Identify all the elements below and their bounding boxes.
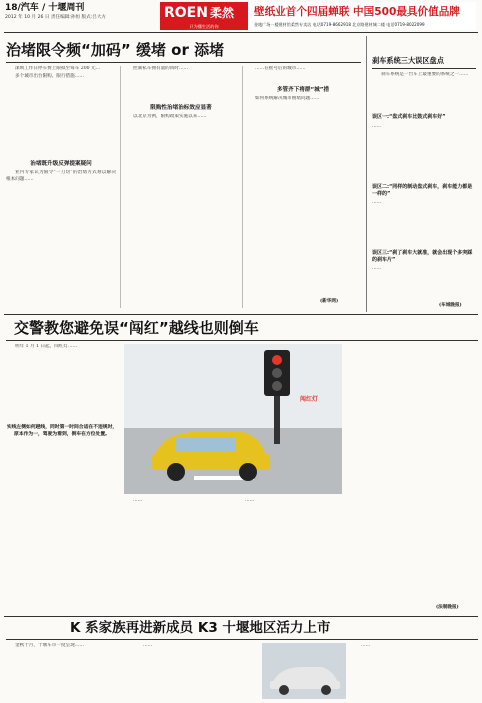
- article1-col1-p1: 深圳工作日停车费上限拟至每车 200 元…: [15, 66, 101, 71]
- article2-col3-p1: ……: [245, 498, 255, 503]
- article1-col1-p2: 多个城市出台限购、限行措施……: [15, 73, 84, 79]
- sidebar-item3-body: ……: [372, 266, 382, 271]
- article2-byline: (法制晚报): [436, 605, 459, 610]
- article2-subhead: 实线左侧如何越线，同时第一时间合适在不违规时，原本作为一，驾驶为看到，倒车在方位处置。: [6, 425, 118, 437]
- article1-subhead-2: 限购性治堵治标效应显著: [150, 105, 212, 111]
- article3-headline: K 系家族再进新成员 K3 十堰地区活力上市: [70, 620, 331, 636]
- article2-col2: [124, 498, 230, 610]
- article1-col1: [6, 66, 116, 160]
- sidebar-item3-title: 误区三:“刹了刹车大就准，就会出现个多突踩的刹车片”: [372, 250, 473, 263]
- sidebar-title-rule: [372, 68, 476, 69]
- article3-col3: [352, 643, 476, 699]
- article2-col4: [348, 344, 476, 604]
- sidebar-title: 刹车系统三大误区盘点: [372, 56, 444, 65]
- article1-subhead-1: 治堵既升级反弹提案疑问: [30, 161, 92, 167]
- article3-col1: [6, 643, 128, 699]
- article1-rule: [6, 62, 361, 63]
- date-line: 2012 年 10 月 26 日 责任编辑:孙恒 版式:吕大方: [5, 15, 107, 20]
- article1-col1b: [6, 170, 116, 308]
- photo-label: 闯红灯: [300, 396, 319, 403]
- article1-col1b-p1: 业内专家认为限令“一刀切”的治堵方式难以解决根本问题……: [6, 170, 116, 182]
- article2-photo: [124, 344, 342, 494]
- article2-col3: [236, 498, 342, 610]
- article1-col2-p1: 控制私车拥有量的同时……: [133, 66, 189, 71]
- article1-col3b-p1: 如何系统解决城市拥堵问题……: [255, 96, 320, 101]
- ad-tagline: 只为懂生活的你: [160, 24, 248, 30]
- article3-col1-p1: 金秋十月，十堰车市一度呈现……: [15, 643, 84, 648]
- article3-rule: [6, 639, 478, 640]
- sidebar-intro: 刹车系统是一台车上最重要的系统之一……: [381, 72, 469, 77]
- section-rule: [4, 616, 478, 617]
- ad-brand: ROEN: [164, 5, 208, 21]
- article3-col2-p1: ……: [143, 643, 153, 648]
- article2-headline: 交警教您避免误“闯红”越线也则倒车: [14, 319, 259, 337]
- sidebar-item1-title: 误区一:“盘式刹车比鼓式刹车好”: [372, 114, 446, 120]
- sidebar-panel: [366, 36, 479, 312]
- ad-contact: 金地广场一楼建材馆柔然专卖店 电话0719-8662918 北京路建材城二楼 电话0719-8022099: [254, 22, 425, 27]
- sidebar-item2-body: ……: [372, 200, 382, 205]
- sidebar-item2-title: 误区二:“同样的制动盘式刹车，刹车能力都是一样的”: [372, 184, 473, 197]
- car-photo: [262, 643, 346, 699]
- article2-col1-p1: 明年 1 月 1 日起，闯红灯……: [15, 344, 78, 349]
- article1-col2b-p1: 以北京为例，限购政策实施以来……: [133, 114, 207, 119]
- sidebar-byline: (车城晚报): [439, 303, 462, 308]
- article3-col2: [134, 643, 256, 699]
- traffic-scene-illustration: [124, 344, 342, 494]
- article1-headline: 治堵限令频“加码” 缓堵 or 添堵: [6, 41, 225, 59]
- article1-subhead-3: 多管齐下将群“城”措: [276, 87, 330, 93]
- article1-col3-p1: ……在摇号后的城市……: [255, 66, 306, 71]
- header-rule: [4, 32, 478, 33]
- section-rule: [4, 314, 478, 315]
- article1-byline: (新华网): [320, 299, 339, 304]
- article1-col2b: [124, 114, 238, 308]
- article2-col2-p1: ……: [133, 498, 143, 503]
- sidebar-item1-body: ……: [372, 124, 382, 129]
- article1-col3b: [246, 96, 360, 298]
- ad-brand-block: [160, 2, 248, 24]
- page-label: 18/汽车 / 十堰周刊: [5, 3, 85, 13]
- article2-col1: [6, 344, 118, 424]
- article3-col3-p1: ……: [361, 643, 371, 648]
- article2-col1b: [6, 448, 118, 610]
- article3-photo: [262, 643, 346, 699]
- article2-rule: [6, 340, 478, 341]
- ad-headline: 壁纸业首个四届蝉联 中国500最具价值品牌: [254, 6, 460, 18]
- header-ad: [160, 2, 476, 30]
- ad-brand-cn: 柔然: [210, 6, 235, 20]
